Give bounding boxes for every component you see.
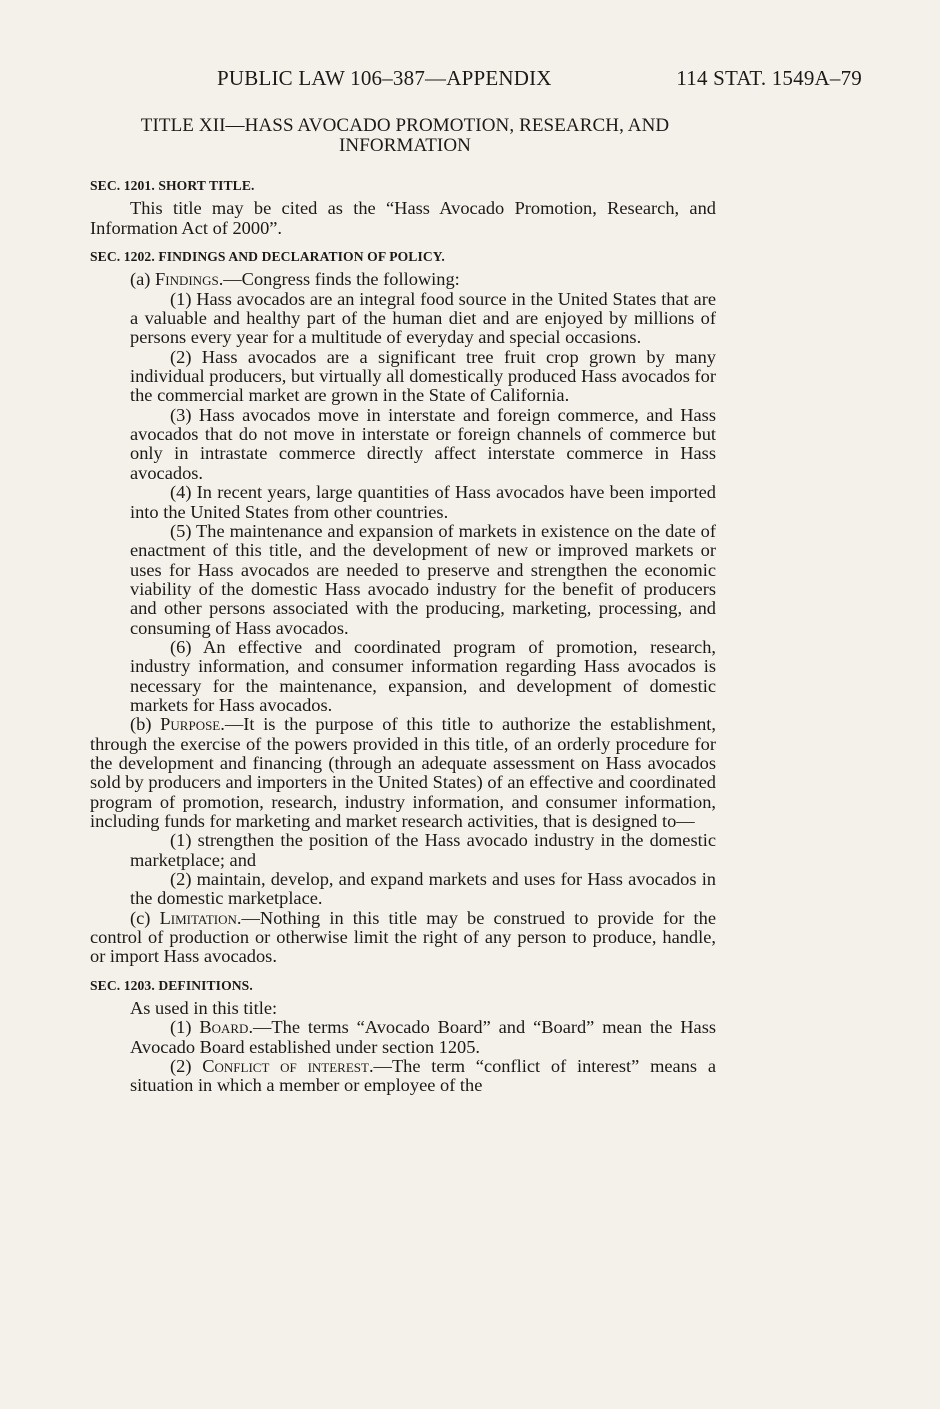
statute-citation: 114 STAT. 1549A–79	[676, 66, 862, 90]
subsection-b-purpose: (b) Purpose.—It is the purpose of this title to authorize the establishment, through the exercise of the powers provided in this title, of an orderly procedure for the development and financing (through an adequate assessment on Hass avocados sold by producers and importers in the United States) of an effective and coordinated program of promotion, research, industry information, and consumer information, including funds for marketing and market research activities, that is designed to—	[90, 714, 716, 831]
purpose-term: Purpose	[160, 714, 221, 735]
finding-item: (6) An effective and coordinated program of promotion, research, industry information, and consumer information regarding Hass avocados is necessary for the maintenance, expansion, and development of domestic markets for Hass avocados.	[130, 636, 716, 715]
definition-conflict-of-interest: (2) Conflict of interest.—The term “conflict of interest” means a situation in which a member or employee of the	[130, 1056, 716, 1096]
title-heading-line1: TITLE XII—HASS AVOCADO PROMOTION, RESEARCH, AND	[140, 115, 670, 136]
section-heading-1201: SEC. 1201. SHORT TITLE.	[90, 178, 255, 193]
subsection-c-limitation: (c) Limitation.—Nothing in this title may be construed to provide for the control of production or otherwise limit the right of any person to produce, handle, or import Hass avocados.	[90, 907, 716, 967]
title-heading-line2: INFORMATION	[339, 135, 471, 156]
finding-item: (2) Hass avocados are a significant tree fruit crop grown by many individual producers, but virtually all domestically produced Hass avocados for the commercial market are grown in the State of California.	[130, 346, 716, 406]
board-term: Board	[199, 1017, 249, 1038]
conflict-of-interest-term: Conflict of interest	[202, 1056, 369, 1077]
finding-item: (5) The maintenance and expansion of markets in existence on the date of enactment of this title, and the development of new or improved markets or uses for Hass avocados are needed to preserve and strengthen the economic viability of the domestic Hass avocado industry for the benefit of producers and other persons associated with the producing, marketing, processing, and consuming of Hass avocados.	[130, 520, 716, 638]
finding-item: (1) Hass avocados are an integral food source in the United States that are a valuable and healthy part of the human diet and are enjoyed by millions of persons every year for a multitude of everyday and special occasions.	[130, 288, 716, 348]
purpose-item: (2) maintain, develop, and expand markets and uses for Hass avocados in the domestic marketplace.	[130, 869, 716, 909]
running-head	[0, 66, 862, 98]
public-law-header: PUBLIC LAW 106–387—APPENDIX	[217, 66, 552, 90]
short-title-text: This title may be cited as the “Hass Avocado Promotion, Research, and Information Act of 2000”.	[90, 198, 716, 238]
section-heading-1203: SEC. 1203. DEFINITIONS.	[90, 977, 253, 993]
purpose-item: (1) strengthen the position of the Hass avocado industry in the domestic marketplace; and	[130, 830, 716, 870]
subsection-a-findings: (a) Findings.—Congress finds the following:	[130, 269, 460, 290]
statute-body	[90, 176, 716, 1096]
definition-board: (1) Board.—The terms “Avocado Board” and “Board” mean the Hass Avocado Board established under section 1205.	[130, 1017, 717, 1057]
limitation-term: Limitation	[159, 907, 237, 928]
finding-item: (3) Hass avocados move in interstate and foreign commerce, and Hass avocados that do not move in interstate or foreign channels of commerce but only in intrastate commerce directly affect interstate commerce in Hass avocados.	[130, 404, 716, 483]
finding-item: (4) In recent years, large quantities of Hass avocados have been imported into the United States from other countries.	[130, 482, 716, 522]
section-heading-1202: SEC. 1202. FINDINGS AND DECLARATION OF POLICY.	[90, 249, 445, 265]
title-heading	[90, 116, 720, 156]
findings-term: Findings	[155, 269, 219, 290]
definitions-intro: As used in this title:	[130, 998, 278, 1019]
